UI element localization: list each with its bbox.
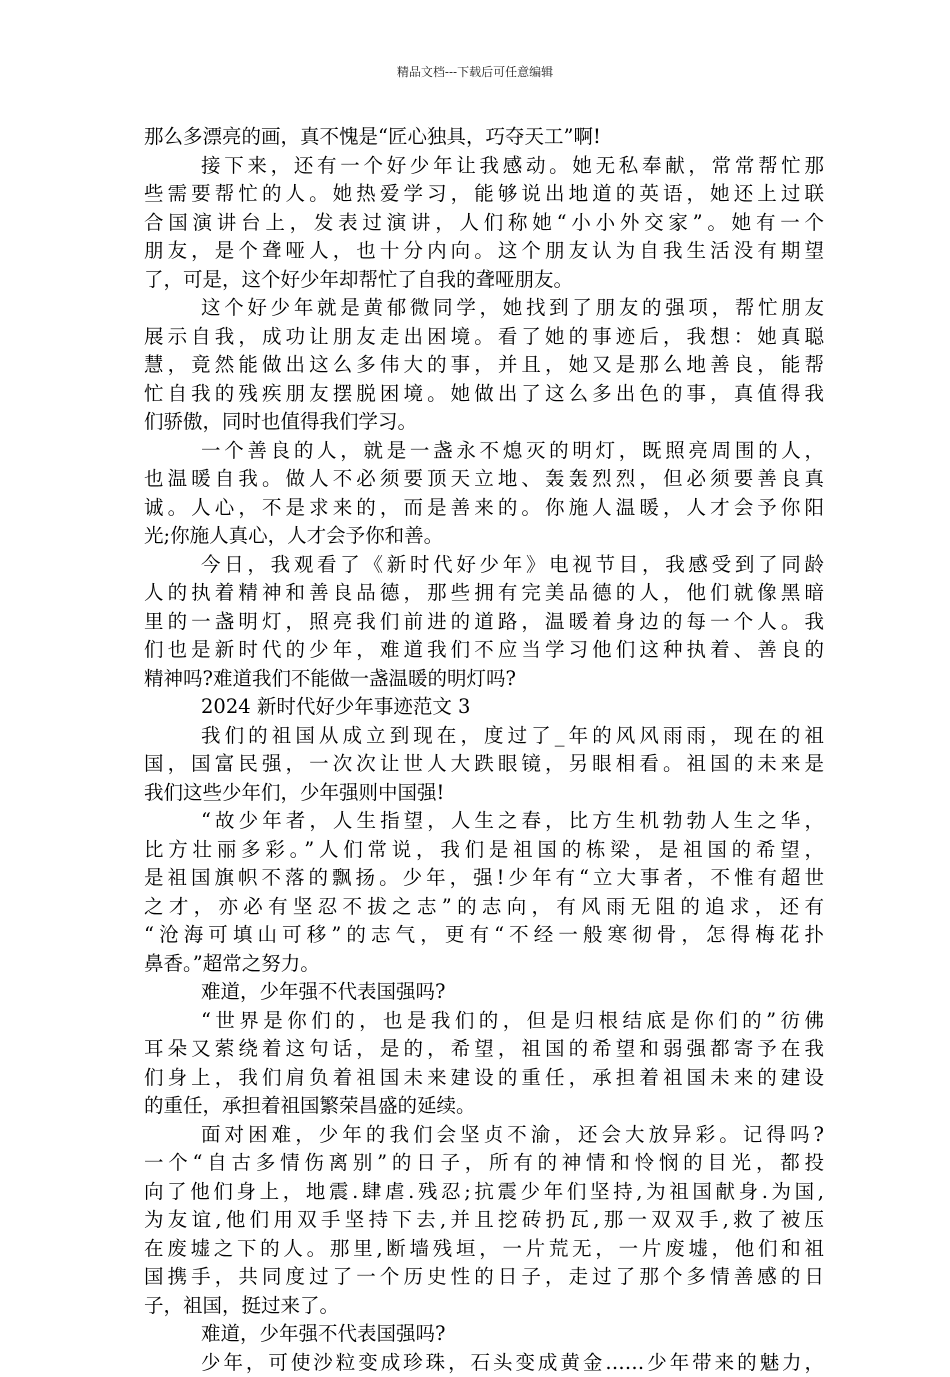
text-line: “沧海可填山可移”的志气，更有“不经一般寒彻骨，怎得梅花扑 [144, 921, 824, 950]
text-line: 鼻香。”超常之努力。 [144, 950, 824, 979]
text-line: 们骄傲，同时也值得我们学习。 [144, 408, 824, 437]
text-line: 子，祖国，挺过来了。 [144, 1292, 824, 1321]
text-line: 2024 新时代好少年事迹范文 3 [144, 693, 824, 722]
text-line: 精神吗?难道我们不能做一盏温暖的明灯吗? [144, 665, 824, 694]
text-line: 的重任，承担着祖国繁荣昌盛的延续。 [144, 1092, 824, 1121]
text-line: 是祖国旗帜不落的飘扬。少年，强!少年有“立大事者，不惟有超世 [144, 864, 824, 893]
text-line: 国，国富民强，一次次让世人大跌眼镜，另眼相看。祖国的未来是 [144, 750, 824, 779]
text-line: 我们这些少年们，少年强则中国强! [144, 779, 824, 808]
text-line: 为友谊,他们用双手坚持下去,并且挖砖扔瓦,那一双双手,救了被压 [144, 1206, 824, 1235]
text-line: 难道，少年强不代表国强吗? [144, 978, 824, 1007]
text-line: 一个善良的人，就是一盏永不熄灭的明灯，既照亮周围的人， [144, 437, 824, 466]
text-line: 这个好少年就是黄郁微同学，她找到了朋友的强项，帮忙朋友 [144, 294, 824, 323]
text-line: 忙自我的残疾朋友摆脱困境。她做出了这么多出色的事，真值得我 [144, 380, 824, 409]
text-line: 了，可是，这个好少年却帮忙了自我的聋哑朋友。 [144, 266, 824, 295]
text-line: 一个“自古多情伤离别”的日子，所有的神情和怜悯的目光，都投 [144, 1149, 824, 1178]
text-line: 些需要帮忙的人。她热爱学习，能够说出地道的英语，她还上过联 [144, 180, 824, 209]
text-line: 朋友，是个聋哑人，也十分内向。这个朋友认为自我生活没有期望 [144, 237, 824, 266]
text-line: 慧，竟然能做出这么多伟大的事，并且，她又是那么地善良，能帮 [144, 351, 824, 380]
text-line: 们身上，我们肩负着祖国未来建设的重任，承担着祖国未来的建设 [144, 1064, 824, 1093]
text-line: 我们的祖国从成立到现在，度过了_年的风风雨雨，现在的祖 [144, 722, 824, 751]
text-line: 们也是新时代的少年，难道我们不应当学习他们这种执着、善良的 [144, 636, 824, 665]
text-line: “故少年者，人生指望，人生之春，比方生机勃勃人生之华， [144, 807, 824, 836]
text-line: 向了他们身上，地震.肆虐.残忍;抗震少年们坚持,为祖国献身.为国, [144, 1178, 824, 1207]
text-line: 合国演讲台上，发表过演讲，人们称她“小小外交家”。她有一个 [144, 209, 824, 238]
text-line: 人的执着精神和善良品德，那些拥有完美品德的人，他们就像黑暗 [144, 579, 824, 608]
text-line: “世界是你们的，也是我们的，但是归根结底是你们的”彷佛 [144, 1007, 824, 1036]
text-line: 比方壮丽多彩。”人们常说，我们是祖国的栋梁，是祖国的希望， [144, 836, 824, 865]
text-line: 也温暖自我。做人不必须要顶天立地、轰轰烈烈，但必须要善良真 [144, 465, 824, 494]
text-line: 国携手，共同度过了一个历史性的日子，走过了那个多情善感的日 [144, 1263, 824, 1292]
text-line: 里的一盏明灯，照亮我们前进的道路，温暖着身边的每一个人。我 [144, 608, 824, 637]
text-line: 今日，我观看了《新时代好少年》电视节目，我感受到了同龄 [144, 551, 824, 580]
document-body [144, 123, 824, 1377]
text-line: 耳朵又萦绕着这句话，是的，希望，祖国的希望和弱强都寄予在我 [144, 1035, 824, 1064]
text-line: 少年，可使沙粒变成珍珠，石头变成黄金……少年带来的魅力， [144, 1349, 824, 1377]
text-line: 光;你施人真心，人才会予你和善。 [144, 522, 824, 551]
text-line: 展示自我，成功让朋友走出困境。看了她的事迹后，我想：她真聪 [144, 323, 824, 352]
text-line: 面对困难，少年的我们会坚贞不渝，还会大放异彩。记得吗? [144, 1121, 824, 1150]
text-line: 那么多漂亮的画，真不愧是“匠心独具，巧夺天工”啊! [144, 123, 824, 152]
text-line: 难道，少年强不代表国强吗? [144, 1320, 824, 1349]
text-line: 诚。人心，不是求来的，而是善来的。你施人温暖，人才会予你阳 [144, 494, 824, 523]
text-line: 在废墟之下的人。那里,断墙残垣，一片荒无，一片废墟，他们和祖 [144, 1235, 824, 1264]
text-line: 之才，亦必有坚忍不拔之志”的志向，有风雨无阻的追求，还有 [144, 893, 824, 922]
page-header: 精品文档---下载后可任意编辑 [0, 64, 950, 80]
text-line: 接下来，还有一个好少年让我感动。她无私奉献，常常帮忙那 [144, 152, 824, 181]
